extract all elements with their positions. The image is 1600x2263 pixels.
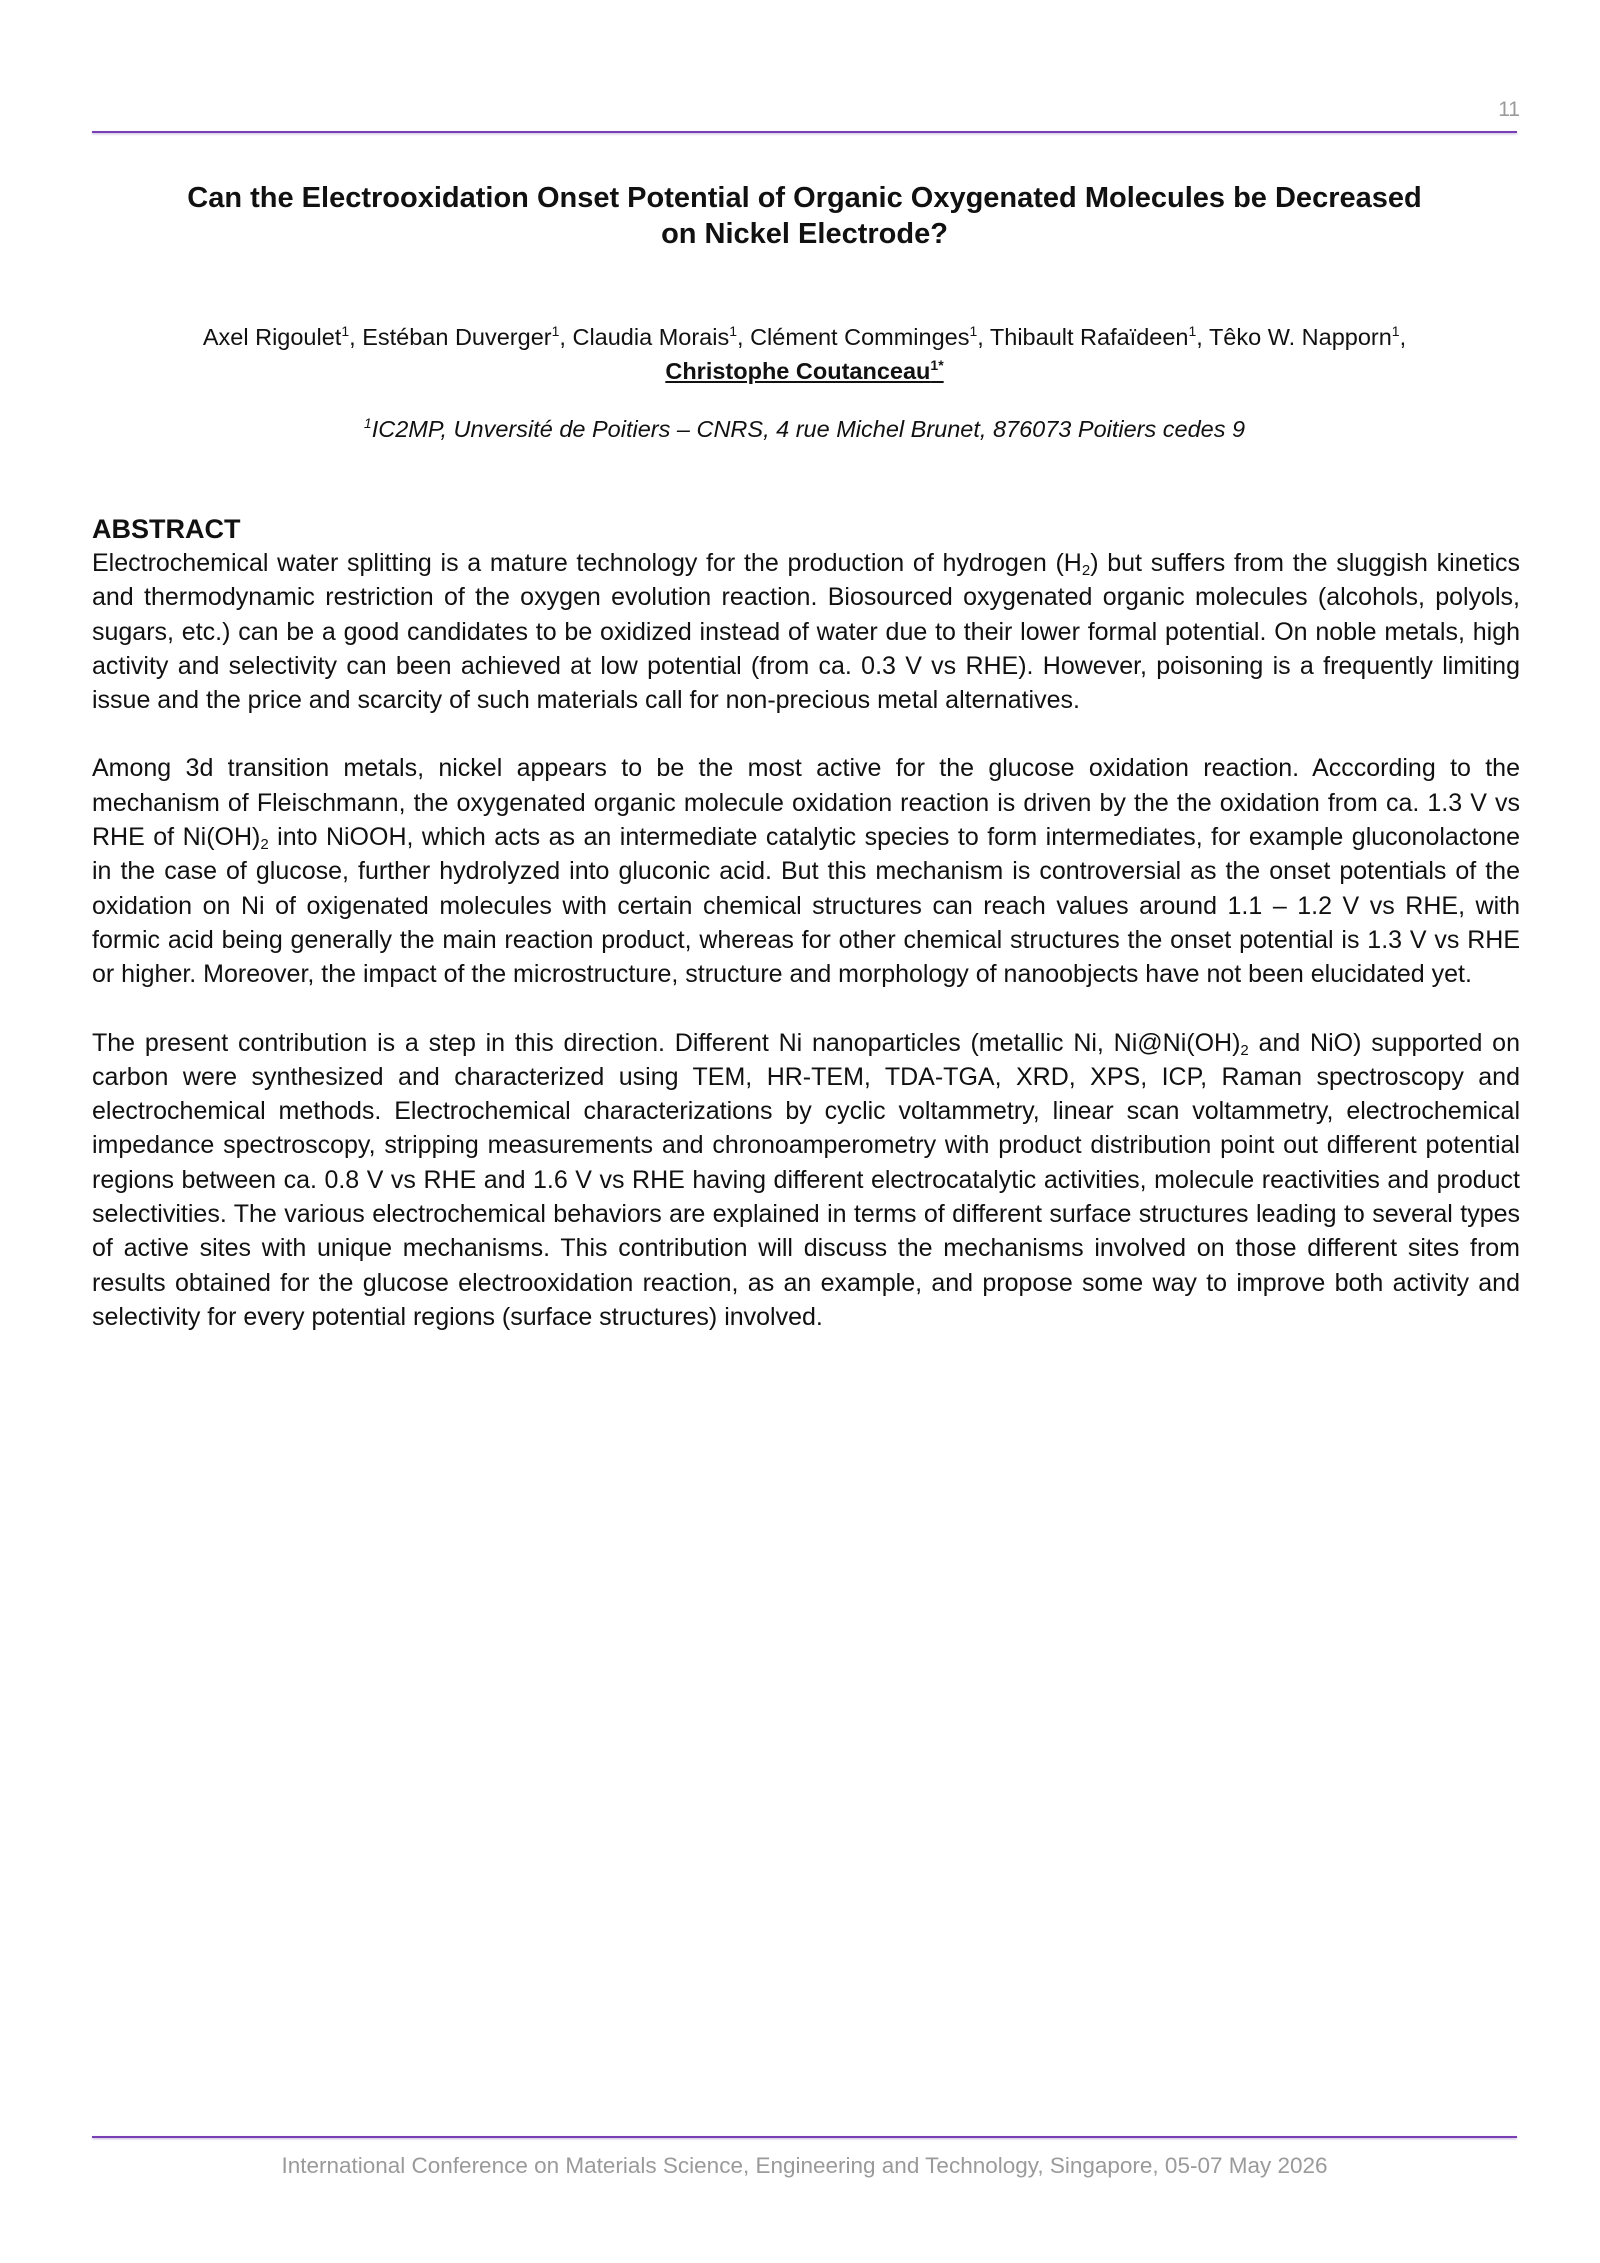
- paragraph-text: ) but suffers from the sluggish kinetics and thermodynamic restriction of the oxygen evolution reaction. Biosourced oxygenated organic molecules (alcohols, polyols, sugars, etc.) can be a good candidates to be oxidized instead of water due to their lower formal potential. On noble metals, high activity and selectivity can been achieved at low potential (from ca. 0.3 V vs RHE). However, poisoning is a frequently limiting issue and the price and scarcity of such materials call for non-precious metal alternatives.: [92, 549, 1520, 715]
- author-line-1: [92, 320, 1517, 354]
- author-affiliation-mark: 1: [551, 323, 560, 339]
- author-separator: ,: [977, 324, 990, 350]
- subscript: 2: [260, 836, 269, 854]
- author-separator: ,: [737, 324, 751, 350]
- paragraph-text: into NiOOH, which acts as an intermediate catalytic species to form intermediates, for example gluconolactone in the case of glucose, further hydrolyzed into gluconic acid. But this mechanism is controversial as the onset potentials of the oxidation on Ni of oxigenated molecules with certain chemical structures can reach values around 1.1 – 1.2 V vs RHE, with formic acid being generally the main reaction product, whereas for other chemical structures the onset potential is 1.3 V vs RHE or higher. Moreover, the impact of the microstructure, structure and morphology of nanoobjects have not been elucidated yet.: [92, 823, 1520, 989]
- affiliation-text: IC2MP, Unversité de Poitiers – CNRS, 4 rue Michel Brunet, 876073 Poitiers cedes 9: [371, 416, 1246, 442]
- abstract-section: [92, 512, 1520, 1368]
- author-name: Axel Rigoulet: [202, 324, 342, 350]
- paper-title: [92, 180, 1517, 252]
- author-affiliation-mark: 1: [1391, 323, 1400, 339]
- paragraph-text: and NiO) supported on carbon were synthesized and characterized using TEM, HR-TEM, TDA-TGA, XRD, XPS, ICP, Raman spectroscopy and electrochemical methods. Electrochemical characterizations by cyclic voltammetry, linear scan voltammetry, electrochemical impedance spectroscopy, stripping measurements and chronoamperometry with product distribution point out different potential regions between ca. 0.8 V vs RHE and 1.6 V vs RHE having different electrocatalytic activities, molecule reactivities and product selectivities. The various electrochemical behaviors are explained in terms of different surface structures leading to several types of active sites with unique mechanisms. This contribution will discuss the mechanisms involved on those different sites from results obtained for the glucose electrooxidation reaction, as an example, and propose some way to improve both activity and selectivity for every potential regions (surface structures) involved.: [92, 1028, 1520, 1331]
- author-separator: ,: [1196, 324, 1209, 350]
- author-name: Claudia Morais: [572, 324, 730, 350]
- subscript: 2: [1081, 562, 1091, 579]
- author-name: Estéban Duverger: [362, 324, 552, 350]
- footer-text: International Conference on Materials Science, Engineering and Technology, Singapore, 05-07 May 2026: [281, 2153, 1328, 2178]
- affiliation-mark: 1: [363, 415, 372, 431]
- author-affiliation-mark: 1: [1188, 323, 1197, 339]
- header-rule: [92, 131, 1517, 133]
- author-affiliation-mark: 1: [729, 323, 737, 339]
- author-name: Têko W. Napporn: [1208, 324, 1392, 350]
- footer-rule: [92, 2136, 1517, 2138]
- author-separator: ,: [349, 324, 363, 350]
- abstract-paragraph-1: [92, 546, 1520, 717]
- author-name: Clément Comminges: [750, 324, 970, 350]
- page-number: 11: [1498, 98, 1520, 121]
- title-line-2: on Nickel Electrode?: [661, 218, 948, 250]
- abstract-paragraph-2: [92, 751, 1520, 991]
- paragraph-text: The present contribution is a step in this direction. Different Ni nanoparticles (metallic Ni, Ni@Ni(OH): [92, 1028, 1241, 1057]
- author-affiliation-mark: 1: [341, 323, 350, 339]
- paragraph-text: Among 3d transition metals, nickel appears to be the most active for the glucose oxidation reaction. Acccording to the mechanism of Fleischmann, the oxygenated organic molecule oxidation reaction is driven by the the oxidation from ca. 1.3 V vs RHE of Ni(OH): [92, 754, 1520, 852]
- author-name: Thibault Rafaïdeen: [989, 324, 1189, 350]
- abstract-heading: ABSTRACT: [92, 514, 241, 544]
- author-line-2: [92, 354, 1517, 388]
- paragraph-text: Electrochemical water splitting is a mature technology for the production of hydrogen (H: [92, 549, 1082, 577]
- author-affiliation-mark: 1: [969, 323, 978, 339]
- subscript: 2: [1240, 1041, 1249, 1059]
- corresponding-author-name: Christophe Coutanceau: [665, 358, 931, 384]
- abstract-paragraph-3: [92, 1026, 1520, 1335]
- author-separator: ,: [1399, 324, 1407, 350]
- corresponding-author-mark: 1*: [930, 357, 944, 373]
- title-line-1: Can the Electrooxidation Onset Potential of Organic Oxygenated Molecules be Decreased: [187, 182, 1422, 214]
- corresponding-author: [665, 358, 943, 384]
- affiliation: [92, 416, 1517, 443]
- author-list: [92, 320, 1517, 388]
- author-separator: ,: [559, 324, 573, 350]
